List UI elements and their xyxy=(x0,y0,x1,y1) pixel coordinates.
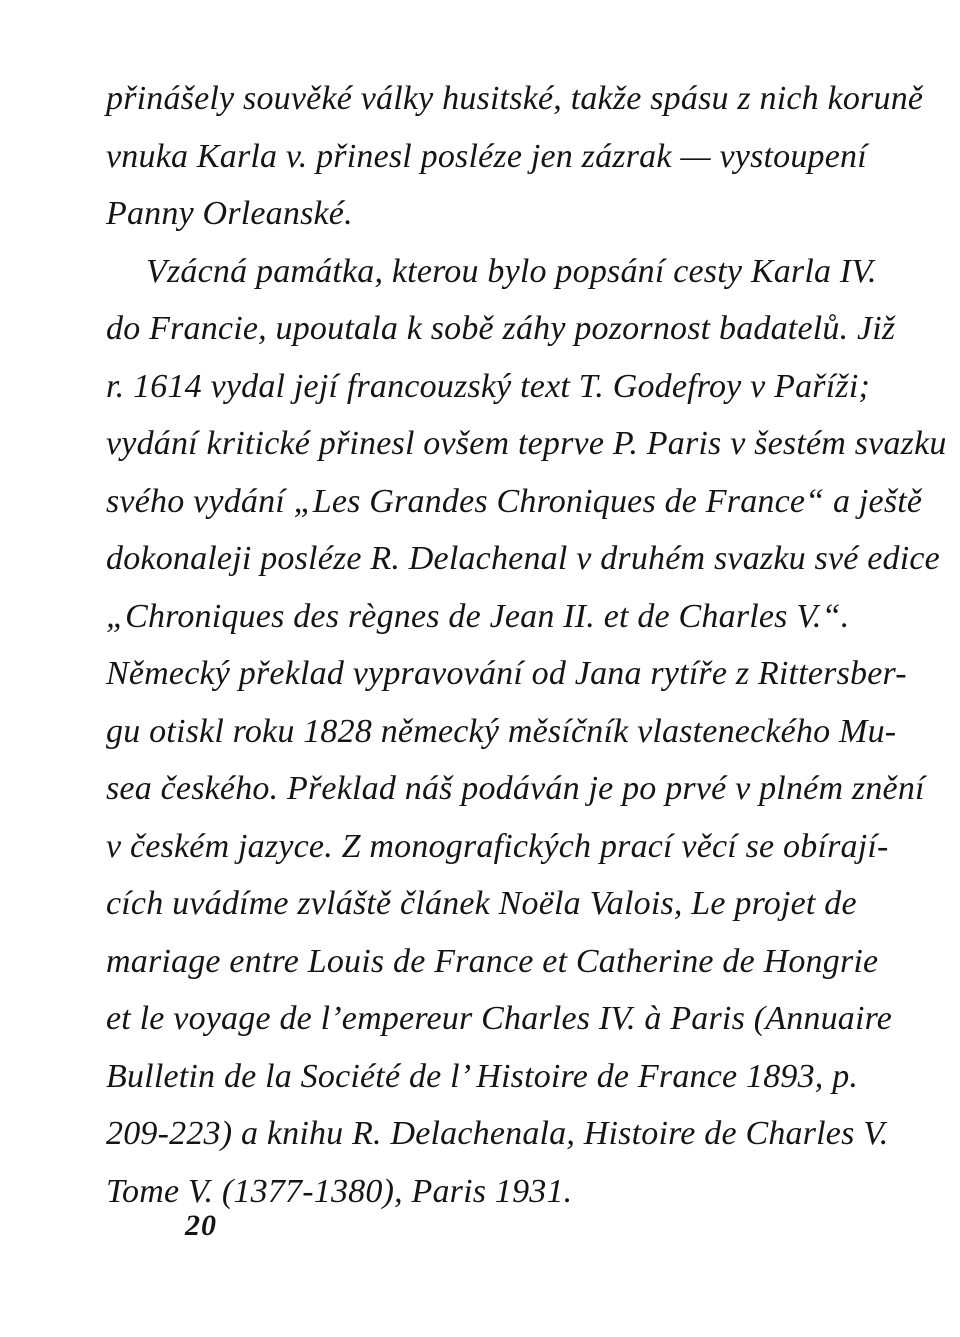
paragraph-first-line: Vzácná památka, kterou bylo popsání cesty Karla IV. xyxy=(146,252,877,290)
text-line: Tome V. (1377-1380), Paris 1931. xyxy=(106,1172,573,1210)
text-line: sea českého. Překlad náš podáván je po prvé v plném znění xyxy=(106,770,925,807)
page-number: 20 xyxy=(185,1209,217,1242)
text-line: mariage entre Louis de France et Catherine de Hongrie xyxy=(106,942,879,980)
text-line: přinášely souvěké války husitské, takže spásu z nich koruně xyxy=(106,80,924,117)
text-line: v českém jazyce. Z monografických prací věcí se obírají- xyxy=(106,827,889,865)
text-line: 209-223) a knihu R. Delachenala, Histoire de Charles V. xyxy=(106,1115,889,1152)
text-line: cích uvádíme zvláště článek Noëla Valois, Le projet de xyxy=(106,885,857,922)
text-line: Německý překlad vypravování od Jana rytíře z Rittersber- xyxy=(106,655,907,692)
text-line: r. 1614 vydal její francouzský text T. Godefroy v Paříži; xyxy=(106,367,870,405)
text-line: „Chroniques des règnes de Jean II. et de Charles V.“. xyxy=(106,597,850,635)
text-line: vnuka Karla v. přinesl posléze jen zázrak — vystoupení xyxy=(106,137,867,175)
text-line: gu otiskl roku 1828 německý měsíčník vlasteneckého Mu- xyxy=(106,712,897,750)
text-line: dokonaleji posléze R. Delachenal v druhém svazku své edice xyxy=(106,540,940,577)
text-line: Bulletin de la Société de l’ Histoire de France 1893, p. xyxy=(106,1057,859,1095)
text-line: do Francie, upoutala k sobě záhy pozornost badatelů. Již xyxy=(106,310,896,347)
text-line: vydání kritické přinesl ovšem teprve P. Paris v šestém svazku xyxy=(106,425,947,462)
text-line: svého vydání „Les Grandes Chroniques de France“ a ještě xyxy=(106,482,923,520)
text-line: et le voyage de l’empereur Charles IV. à Paris (Annuaire xyxy=(106,1000,893,1037)
body-text xyxy=(106,70,947,1220)
text-line: Panny Orleanské. xyxy=(106,195,353,232)
